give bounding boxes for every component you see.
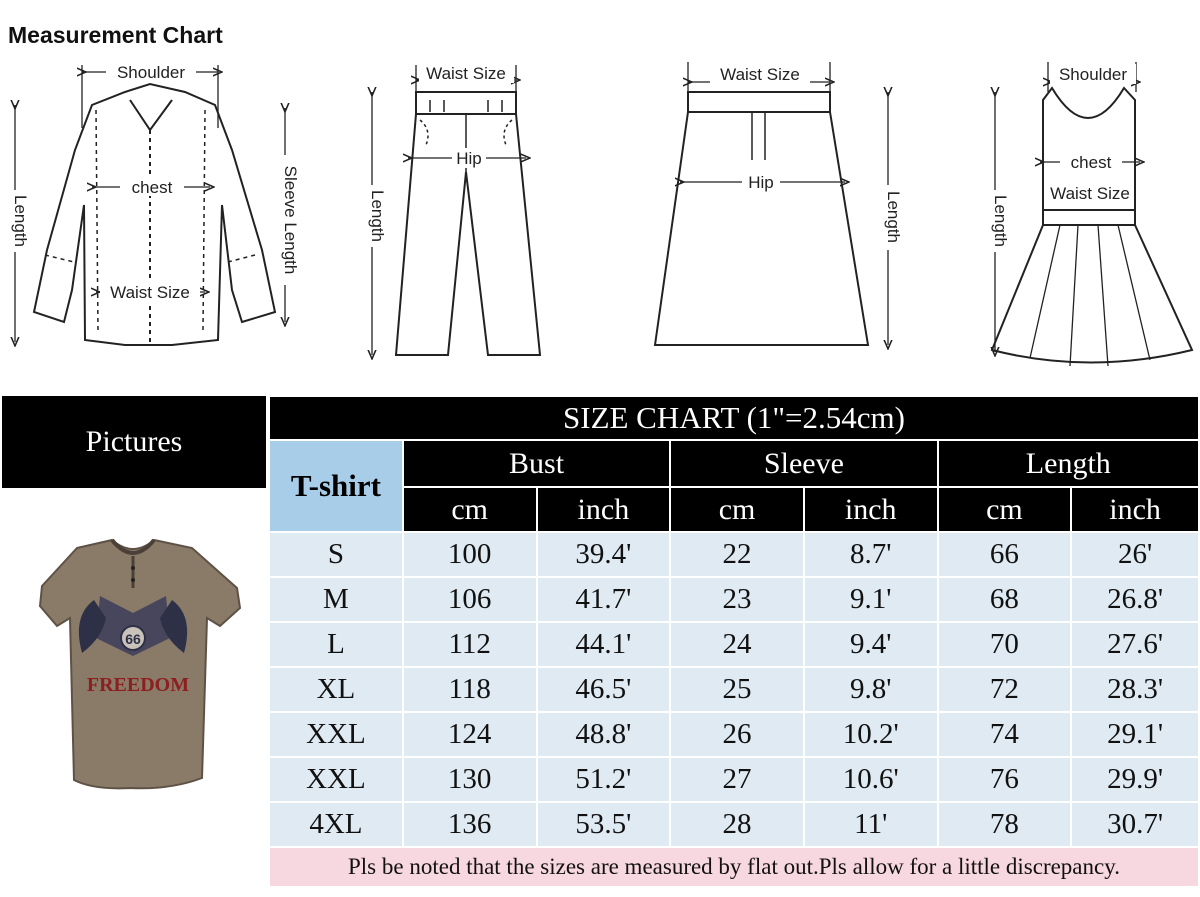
shirt-diagram bbox=[34, 84, 275, 345]
pants-length-label: Length bbox=[368, 190, 387, 242]
value-cell: 24 bbox=[670, 622, 804, 667]
size-cell: L bbox=[269, 622, 403, 667]
value-cell: 26' bbox=[1071, 532, 1199, 577]
value-cell: 27.6' bbox=[1071, 622, 1199, 667]
unit-header: cm bbox=[403, 487, 537, 532]
dress-length-label: Length bbox=[991, 195, 1010, 247]
table-row bbox=[269, 532, 1199, 577]
value-cell: 39.4' bbox=[537, 532, 671, 577]
value-cell: 10.6' bbox=[804, 757, 938, 802]
table-row bbox=[269, 667, 1199, 712]
group-header: Sleeve bbox=[670, 440, 937, 487]
value-cell: 9.1' bbox=[804, 577, 938, 622]
value-cell: 30.7' bbox=[1071, 802, 1199, 847]
value-cell: 66 bbox=[938, 532, 1072, 577]
group-header: Length bbox=[938, 440, 1199, 487]
skirt-waist-label: Waist Size bbox=[720, 65, 800, 84]
value-cell: 51.2' bbox=[537, 757, 671, 802]
pictures-header: Pictures bbox=[2, 396, 266, 488]
size-cell: XL bbox=[269, 667, 403, 712]
product-graphic-text: FREEDOM bbox=[86, 674, 190, 696]
value-cell: 8.7' bbox=[804, 532, 938, 577]
value-cell: 27 bbox=[670, 757, 804, 802]
size-cell: XXL bbox=[269, 712, 403, 757]
value-cell: 118 bbox=[403, 667, 537, 712]
value-cell: 26.8' bbox=[1071, 577, 1199, 622]
tshirt-header: T-shirt bbox=[269, 440, 403, 532]
value-cell: 26 bbox=[670, 712, 804, 757]
table-row bbox=[269, 802, 1199, 847]
size-cell: XXL bbox=[269, 757, 403, 802]
skirt-diagram bbox=[655, 92, 868, 345]
table-row bbox=[269, 577, 1199, 622]
value-cell: 124 bbox=[403, 712, 537, 757]
value-cell: 10.2' bbox=[804, 712, 938, 757]
measurement-diagrams bbox=[0, 0, 1200, 392]
value-cell: 44.1' bbox=[537, 622, 671, 667]
pants-waist-label: Waist Size bbox=[426, 64, 506, 83]
unit-header: inch bbox=[804, 487, 938, 532]
size-cell: 4XL bbox=[269, 802, 403, 847]
value-cell: 46.5' bbox=[537, 667, 671, 712]
shirt-chest-label: chest bbox=[131, 178, 173, 197]
value-cell: 70 bbox=[938, 622, 1072, 667]
value-cell: 25 bbox=[670, 667, 804, 712]
shirt-length-label: Length bbox=[11, 195, 30, 247]
size-chart-title: SIZE CHART (1"=2.54cm) bbox=[269, 396, 1199, 440]
value-cell: 9.8' bbox=[804, 667, 938, 712]
dress-chest-label: chest bbox=[1070, 153, 1112, 172]
size-chart-table bbox=[268, 395, 1200, 888]
unit-header: cm bbox=[670, 487, 804, 532]
value-cell: 74 bbox=[938, 712, 1072, 757]
shirt-shoulder-label: Shoulder bbox=[116, 63, 186, 82]
value-cell: 48.8' bbox=[537, 712, 671, 757]
value-cell: 29.9' bbox=[1071, 757, 1199, 802]
value-cell: 22 bbox=[670, 532, 804, 577]
table-row bbox=[269, 712, 1199, 757]
dress-diagram bbox=[992, 88, 1192, 366]
value-cell: 9.4' bbox=[804, 622, 938, 667]
value-cell: 11' bbox=[804, 802, 938, 847]
shirt-waist-label: Waist Size bbox=[110, 283, 190, 302]
measurement-chart-title: Measurement Chart bbox=[8, 22, 223, 48]
value-cell: 41.7' bbox=[537, 577, 671, 622]
unit-header: inch bbox=[537, 487, 671, 532]
value-cell: 72 bbox=[938, 667, 1072, 712]
value-cell: 112 bbox=[403, 622, 537, 667]
table-row bbox=[269, 622, 1199, 667]
dress-shoulder-label: Shoulder bbox=[1058, 65, 1128, 84]
pants-hip-label: Hip bbox=[456, 149, 482, 168]
table-row bbox=[269, 757, 1199, 802]
shirt-sleeve-label: Sleeve Length bbox=[281, 165, 300, 275]
group-header: Bust bbox=[403, 440, 670, 487]
value-cell: 106 bbox=[403, 577, 537, 622]
value-cell: 68 bbox=[938, 577, 1072, 622]
size-cell: S bbox=[269, 532, 403, 577]
value-cell: 100 bbox=[403, 532, 537, 577]
measurement-note: Pls be noted that the sizes are measured by flat out.Pls allow for a little discrepancy. bbox=[269, 847, 1199, 887]
value-cell: 76 bbox=[938, 757, 1072, 802]
dress-waist-label: Waist Size bbox=[1050, 184, 1130, 203]
value-cell: 53.5' bbox=[537, 802, 671, 847]
skirt-hip-label: Hip bbox=[748, 173, 774, 192]
size-cell: M bbox=[269, 577, 403, 622]
unit-header: cm bbox=[938, 487, 1072, 532]
skirt-length-label: Length bbox=[884, 191, 903, 243]
value-cell: 130 bbox=[403, 757, 537, 802]
product-image bbox=[2, 488, 266, 892]
value-cell: 23 bbox=[670, 577, 804, 622]
value-cell: 28.3' bbox=[1071, 667, 1199, 712]
product-badge: 66 bbox=[125, 631, 141, 647]
value-cell: 28 bbox=[670, 802, 804, 847]
pants-diagram bbox=[396, 92, 540, 355]
value-cell: 29.1' bbox=[1071, 712, 1199, 757]
value-cell: 78 bbox=[938, 802, 1072, 847]
value-cell: 136 bbox=[403, 802, 537, 847]
unit-header: inch bbox=[1071, 487, 1199, 532]
